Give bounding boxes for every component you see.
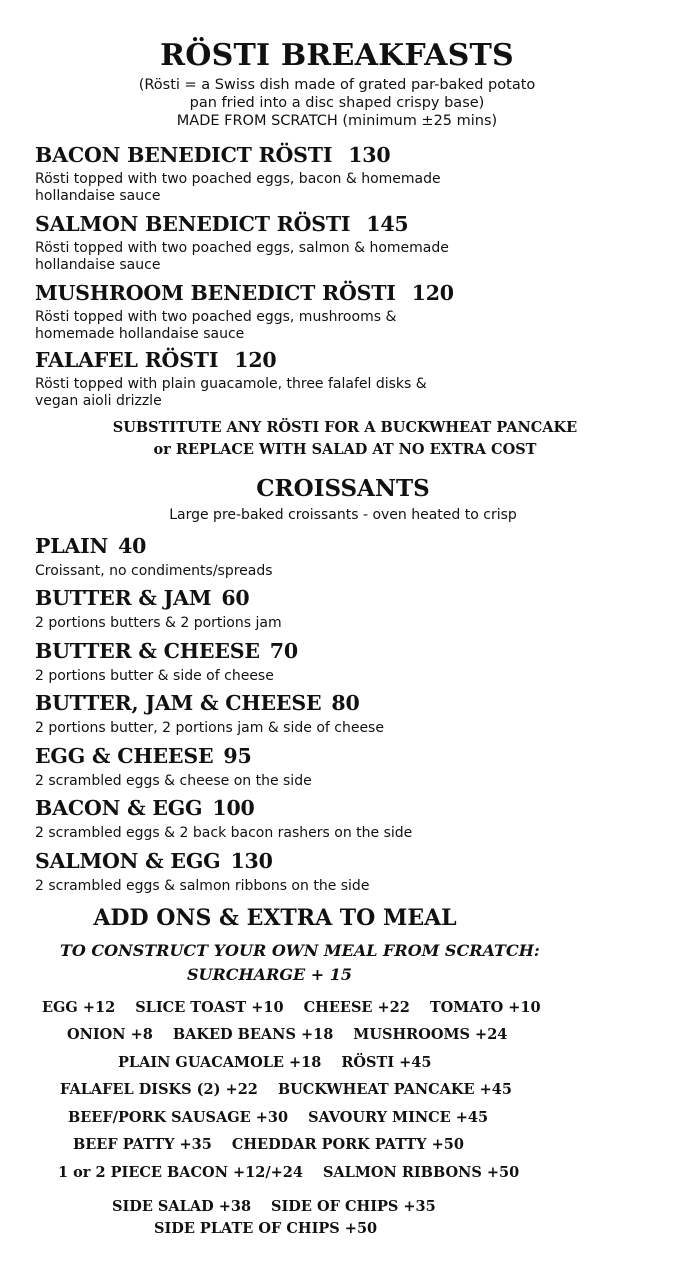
addon-item: MUSHROOMS +24 [353,1026,508,1043]
menu-item-description: 2 scrambled eggs & cheese on the side [35,773,312,789]
rosti-substitute-note: SUBSTITUTE ANY RÖSTI FOR A BUCKWHEAT PANCAKE [112,419,578,436]
menu-item-title [35,851,273,872]
addon-item: CHEESE +22 [303,999,410,1016]
menu-item-price: 70 [269,639,298,663]
addon-item: BEEF PATTY +35 [73,1136,212,1153]
menu-item-name: BUTTER & JAM [35,586,212,610]
menu-item-title [35,214,409,235]
menu-item-description: hollandaise sauce [35,188,161,204]
menu-item-name: BACON & EGG [35,796,203,820]
menu-item-price: 145 [366,212,409,236]
menu-item-price: 130 [230,849,273,873]
menu-item-title [35,145,390,166]
addon-item: SIDE OF CHIPS +35 [271,1198,436,1215]
menu-item-title [35,588,249,609]
addons-surcharge-note: TO CONSTRUCT YOUR OWN MEAL FROM SCRATCH: [60,941,540,960]
rosti-section-title: RÖSTI BREAKFASTS [160,38,514,73]
menu-item-description: 2 scrambled eggs & 2 back bacon rashers on the side [35,825,413,841]
menu-item-price: 120 [411,281,454,305]
menu-item-title [35,283,454,304]
menu-item-name: PLAIN [35,534,109,558]
menu-item-description: Rösti topped with two poached eggs, bacon & homemade [35,171,441,187]
addons-surcharge-amount: SURCHARGE + 15 [187,965,353,984]
menu-item-price: 80 [331,691,360,715]
addon-row [73,1138,464,1153]
menu-item-description: Rösti topped with two poached eggs, mushrooms & [35,309,397,325]
menu-item-title [35,798,255,819]
menu-item-description: 2 portions butter, 2 portions jam & side of cheese [35,720,384,736]
addon-item: SAVOURY MINCE +45 [308,1109,489,1126]
addon-row [67,1028,507,1043]
menu-item-description: 2 portions butter & side of cheese [35,668,274,684]
addon-row [60,1083,512,1098]
addon-item: PLAIN GUACAMOLE +18 [118,1054,322,1071]
menu-item-price: 120 [234,348,277,372]
menu-item-title [35,746,252,767]
menu-item-title [35,641,298,662]
addon-item: BUCKWHEAT PANCAKE +45 [277,1081,512,1098]
menu-item-name: FALAFEL RÖSTI [35,348,219,372]
croissants-section-title: CROISSANTS [256,475,430,502]
rosti-intro-line: pan fried into a disc shaped crispy base) [189,95,485,111]
addon-item: CHEDDAR PORK PATTY +50 [231,1136,464,1153]
addons-section-title: ADD ONS & EXTRA TO MEAL [93,905,457,931]
croissants-subtitle: Large pre-baked croissants - oven heated to crisp [169,507,517,523]
rosti-intro-line: (Rösti = a Swiss dish made of grated par-baked potato [138,77,536,93]
rosti-substitute-note: or REPLACE WITH SALAD AT NO EXTRA COST [153,441,537,458]
menu-item-name: SALMON & EGG [35,849,221,873]
menu-item-price: 60 [221,586,250,610]
menu-item-description: vegan aioli drizzle [35,393,162,409]
menu-item-name: BUTTER & CHEESE [35,639,260,663]
addon-item: BAKED BEANS +18 [172,1026,334,1043]
menu-item-name: BACON BENEDICT RÖSTI [35,143,333,167]
menu-item-title [35,536,146,557]
menu-item-price: 95 [223,744,252,768]
addon-item: FALAFEL DISKS (2) +22 [60,1081,258,1098]
addon-row [118,1056,431,1071]
rosti-intro-line: MADE FROM SCRATCH (minimum ±25 mins) [176,113,498,129]
addon-item: SIDE SALAD +38 [112,1198,252,1215]
menu-item-name: MUSHROOM BENEDICT RÖSTI [35,281,396,305]
addon-item: ONION +8 [67,1026,153,1043]
menu-item-description: Croissant, no condiments/spreads [35,563,273,579]
addon-item: 1 or 2 PIECE BACON +12/+24 [58,1164,303,1181]
addon-row [42,1001,541,1016]
menu-item-description: 2 portions butters & 2 portions jam [35,615,282,631]
addon-row [112,1200,436,1215]
addon-item: TOMATO +10 [429,999,541,1016]
menu-item-description: homemade hollandaise sauce [35,326,245,342]
addon-item: SLICE TOAST +10 [135,999,284,1016]
menu-item-name: EGG & CHEESE [35,744,214,768]
menu-item-price: 40 [118,534,147,558]
addon-row [154,1222,377,1237]
menu-item-description: Rösti topped with two poached eggs, salmon & homemade [35,240,449,256]
menu-item-description: Rösti topped with plain guacamole, three falafel disks & [35,376,427,392]
menu-item-price: 130 [348,143,391,167]
addon-item: BEEF/PORK SAUSAGE +30 [68,1109,289,1126]
menu-item-price: 100 [212,796,255,820]
addon-item: SALMON RIBBONS +50 [322,1164,520,1181]
addon-row [58,1166,519,1181]
menu-item-description: 2 scrambled eggs & salmon ribbons on the side [35,878,370,894]
menu-item-title [35,350,276,371]
addon-item: EGG +12 [42,999,116,1016]
menu-item-description: hollandaise sauce [35,257,161,273]
addon-item: RÖSTI +45 [341,1054,432,1071]
menu-item-name: BUTTER, JAM & CHEESE [35,691,322,715]
menu-item-name: SALMON BENEDICT RÖSTI [35,212,351,236]
addon-item: SIDE PLATE OF CHIPS +50 [154,1220,378,1237]
addon-row [68,1111,488,1126]
menu-item-title [35,693,360,714]
